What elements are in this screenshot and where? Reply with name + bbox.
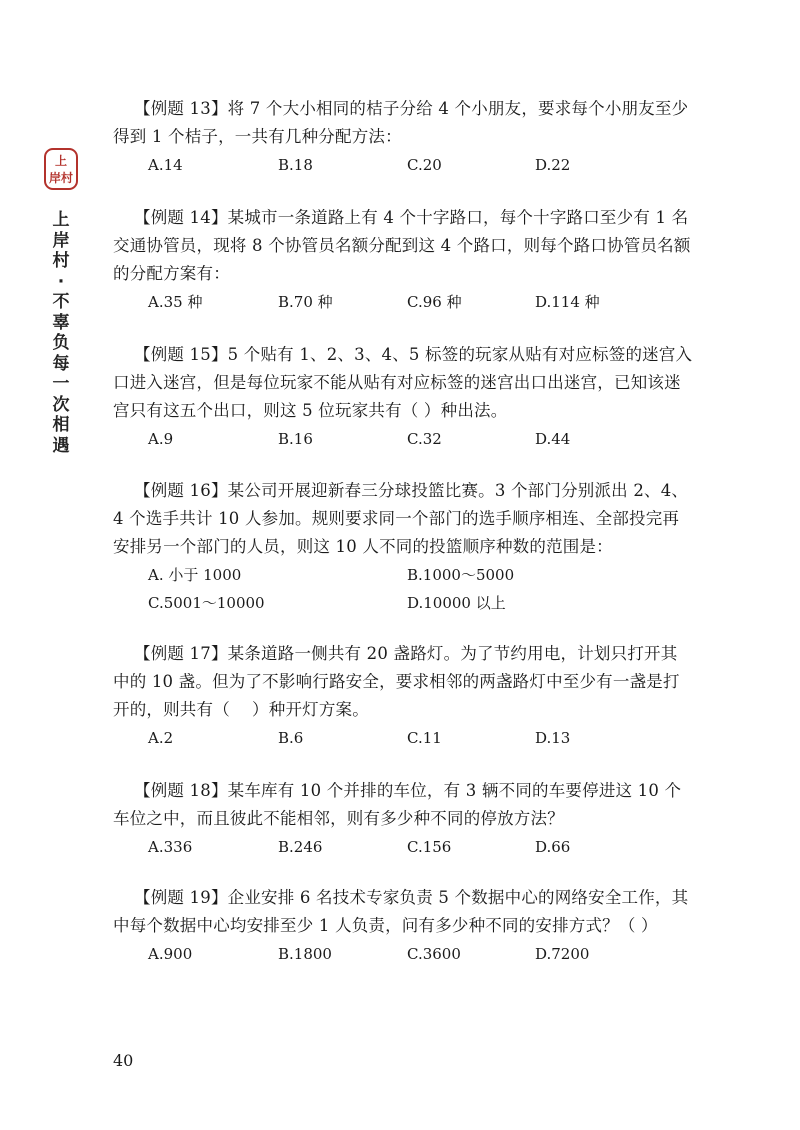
- question-16: [113, 477, 693, 617]
- option-c: C.156: [407, 838, 452, 856]
- option-c: C.20: [407, 156, 442, 174]
- options-row: [113, 833, 693, 861]
- option-b: B.6: [278, 729, 304, 747]
- page-number: 40: [113, 1051, 134, 1070]
- slogan-char: 负: [52, 333, 70, 353]
- options-row: [113, 589, 693, 617]
- option-a: A.35 种: [148, 293, 203, 311]
- question-text: 【例题 13】将 7 个大小相同的桔子分给 4 个小朋友，要求每个小朋友至少得到 1 个桔子，一共有几种分配方法：: [113, 99, 689, 146]
- question-14: [113, 204, 693, 316]
- slogan-char: 每: [52, 353, 70, 374]
- option-b: B.1000～5000: [407, 566, 515, 584]
- option-a: A.9: [148, 430, 174, 448]
- option-b: B.246: [278, 838, 323, 856]
- options-row: [113, 151, 693, 179]
- question-19: [113, 884, 693, 968]
- option-c: C.3600: [407, 945, 461, 963]
- seal-line-1: 上: [54, 154, 67, 168]
- options-row: [113, 940, 693, 968]
- question-text: 【例题 15】5 个贴有 1、2、3、4、5 标签的玩家从贴有对应标签的迷宫入口进入迷宫，但是每位玩家不能从贴有对应标签的迷宫出口出迷宫，已知该迷宫只有这五个出口，则这 5 位玩家共有（ ）种出法。: [113, 345, 693, 420]
- question-13: [113, 95, 693, 179]
- seal-line-2: 岸村: [48, 171, 73, 185]
- slogan-char: 次: [52, 394, 70, 415]
- seal-logo: [44, 148, 78, 190]
- option-a: A.900: [148, 945, 193, 963]
- option-d: D.114 种: [535, 293, 600, 311]
- options-row: [113, 288, 693, 316]
- slogan-char: 不: [52, 292, 70, 312]
- option-d: D.66: [535, 838, 571, 856]
- option-d: D.13: [535, 729, 571, 747]
- slogan-char: 辜: [52, 312, 70, 333]
- question-text: 【例题 16】某公司开展迎新春三分球投篮比赛。3 个部门分别派出 2、4、4 个选手共计 10 人参加。规则要求同一个部门的选手顺序相连、全部投完再安排另一个部门的人员，则这 10 人不同的投篮顺序种数的范围是：: [113, 481, 689, 556]
- question-text: 【例题 17】某条道路一侧共有 20 盏路灯。为了节约用电，计划只打开其中的 10 盏。但为了不影响行路安全，要求相邻的两盏路灯中至少有一盏是打开的，则共有（ ）种开灯方案。: [113, 644, 680, 719]
- question-text: 【例题 19】企业安排 6 名技术专家负责 5 个数据中心的网络安全工作，其中每个数据中心均安排至少 1 人负责，问有多少种不同的安排方式？（ ）: [113, 888, 689, 935]
- option-a: A.2: [148, 729, 174, 747]
- slogan-char: ·: [57, 271, 65, 292]
- option-c: C.32: [407, 430, 442, 448]
- slogan-char: 上: [52, 210, 70, 230]
- option-a: A.336: [148, 838, 193, 856]
- option-c: C.96 种: [407, 293, 462, 311]
- options-row: [113, 561, 693, 589]
- option-d: D.10000 以上: [407, 594, 506, 612]
- question-18: [113, 777, 693, 861]
- slogan-char: 岸: [52, 230, 70, 251]
- slogan-char: 相: [52, 415, 70, 435]
- option-d: D.22: [535, 156, 571, 174]
- slogan-char: 一: [52, 374, 70, 394]
- question-text: 【例题 18】某车库有 10 个并排的车位，有 3 辆不同的车要停进这 10 个车位之中，而且彼此不能相邻，则有多少种不同的停放方法？: [113, 781, 682, 828]
- options-row: [113, 724, 693, 752]
- option-c: C.11: [407, 729, 442, 747]
- option-b: B.16: [278, 430, 313, 448]
- option-a: A.14: [148, 156, 183, 174]
- option-b: B.1800: [278, 945, 332, 963]
- option-d: D.44: [535, 430, 571, 448]
- option-c: C.5001～10000: [148, 594, 265, 612]
- slogan-char: 村: [52, 251, 70, 271]
- slogan: [51, 210, 71, 456]
- option-b: B.18: [278, 156, 313, 174]
- question-text: 【例题 14】某城市一条道路上有 4 个十字路口，每个十字路口至少有 1 名交通协管员，现将 8 个协管员名额分配到这 4 个路口，则每个路口协管员名额的分配方案有：: [113, 208, 691, 283]
- question-17: [113, 640, 693, 752]
- slogan-char: 遇: [52, 435, 70, 456]
- question-15: [113, 341, 693, 453]
- options-row: [113, 425, 693, 453]
- option-a: A. 小于 1000: [148, 566, 242, 584]
- option-d: D.7200: [535, 945, 590, 963]
- option-b: B.70 种: [278, 293, 333, 311]
